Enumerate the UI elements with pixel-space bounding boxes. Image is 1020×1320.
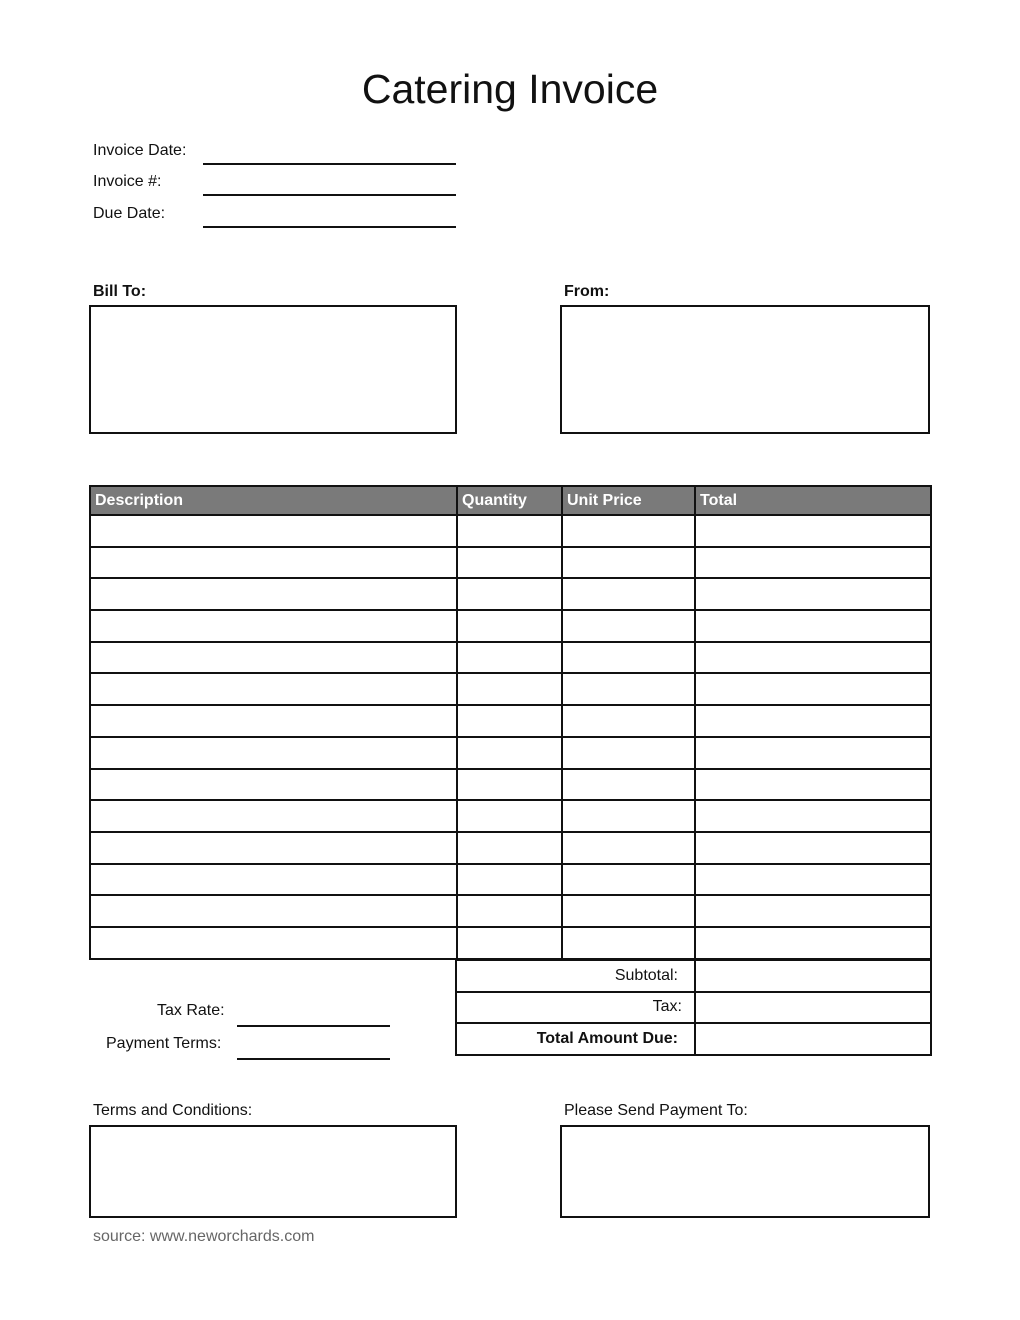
subtotal-row (456, 960, 931, 992)
unit-price-cell[interactable] (562, 769, 695, 801)
description-cell[interactable] (90, 547, 457, 579)
table-row (90, 864, 931, 896)
total-cell[interactable] (695, 515, 931, 547)
quantity-cell[interactable] (457, 864, 562, 896)
unit-price-cell[interactable] (562, 927, 695, 959)
tax-row (456, 992, 931, 1024)
unit-price-cell[interactable] (562, 737, 695, 769)
table-row (90, 927, 931, 959)
total-cell[interactable] (695, 610, 931, 642)
total-cell[interactable] (695, 769, 931, 801)
totals-table (455, 959, 932, 1056)
quantity-cell[interactable] (457, 547, 562, 579)
description-cell[interactable] (90, 927, 457, 959)
payment-terms-label: Payment Terms: (106, 1035, 222, 1052)
total-due-row (456, 1023, 931, 1055)
total-cell[interactable] (695, 642, 931, 674)
terms-box[interactable] (89, 1125, 457, 1218)
total-cell[interactable] (695, 737, 931, 769)
description-cell[interactable] (90, 673, 457, 705)
total-cell[interactable] (695, 864, 931, 896)
due-date-field[interactable] (203, 226, 456, 228)
from-box[interactable] (560, 305, 930, 434)
unit-price-cell[interactable] (562, 832, 695, 864)
invoice-date-field[interactable] (203, 163, 456, 165)
unit-price-cell[interactable] (562, 673, 695, 705)
quantity-cell[interactable] (457, 578, 562, 610)
quantity-cell[interactable] (457, 673, 562, 705)
description-cell[interactable] (90, 515, 457, 547)
unit-price-cell[interactable] (562, 864, 695, 896)
table-row (90, 800, 931, 832)
terms-label: Terms and Conditions: (93, 1102, 253, 1119)
column-header-total: Total (695, 486, 931, 515)
unit-price-cell[interactable] (562, 515, 695, 547)
unit-price-cell[interactable] (562, 610, 695, 642)
table-row (90, 642, 931, 674)
description-cell[interactable] (90, 769, 457, 801)
total-due-value[interactable] (695, 1023, 931, 1055)
quantity-cell[interactable] (457, 800, 562, 832)
description-cell[interactable] (90, 895, 457, 927)
description-cell[interactable] (90, 705, 457, 737)
subtotal-label: Subtotal: (456, 960, 695, 992)
description-cell[interactable] (90, 832, 457, 864)
total-cell[interactable] (695, 832, 931, 864)
quantity-cell[interactable] (457, 515, 562, 547)
bill-to-label: Bill To: (93, 283, 147, 300)
total-cell[interactable] (695, 547, 931, 579)
unit-price-cell[interactable] (562, 800, 695, 832)
unit-price-cell[interactable] (562, 642, 695, 674)
unit-price-cell[interactable] (562, 578, 695, 610)
due-date-label: Due Date: (93, 205, 166, 222)
table-row (90, 578, 931, 610)
items-header-row (90, 486, 931, 515)
tax-value[interactable] (695, 992, 931, 1024)
quantity-cell[interactable] (457, 769, 562, 801)
quantity-cell[interactable] (457, 737, 562, 769)
table-row (90, 895, 931, 927)
quantity-cell[interactable] (457, 610, 562, 642)
quantity-cell[interactable] (457, 895, 562, 927)
payment-terms-field[interactable] (237, 1058, 390, 1060)
description-cell[interactable] (90, 737, 457, 769)
page-title: Catering Invoice (361, 66, 659, 112)
quantity-cell[interactable] (457, 705, 562, 737)
table-row (90, 673, 931, 705)
quantity-cell[interactable] (457, 832, 562, 864)
unit-price-cell[interactable] (562, 895, 695, 927)
payment-to-box[interactable] (560, 1125, 930, 1218)
table-row (90, 610, 931, 642)
total-cell[interactable] (695, 800, 931, 832)
table-row (90, 705, 931, 737)
invoice-number-field[interactable] (203, 194, 456, 196)
total-cell[interactable] (695, 895, 931, 927)
description-cell[interactable] (90, 578, 457, 610)
table-row (90, 547, 931, 579)
tax-rate-field[interactable] (237, 1025, 390, 1027)
tax-label: Tax: (456, 992, 695, 1024)
total-due-label: Total Amount Due: (456, 1023, 695, 1055)
table-row (90, 832, 931, 864)
quantity-cell[interactable] (457, 927, 562, 959)
total-cell[interactable] (695, 578, 931, 610)
total-cell[interactable] (695, 705, 931, 737)
subtotal-value[interactable] (695, 960, 931, 992)
tax-rate-label: Tax Rate: (157, 1002, 225, 1019)
description-cell[interactable] (90, 864, 457, 896)
invoice-date-label: Invoice Date: (93, 142, 187, 159)
bill-to-box[interactable] (89, 305, 457, 434)
from-label: From: (564, 283, 610, 300)
table-row (90, 515, 931, 547)
source-text: source: www.neworchards.com (93, 1228, 315, 1245)
payment-to-label: Please Send Payment To: (564, 1102, 748, 1119)
description-cell[interactable] (90, 642, 457, 674)
description-cell[interactable] (90, 610, 457, 642)
column-header-unit-price: Unit Price (562, 486, 695, 515)
total-cell[interactable] (695, 673, 931, 705)
quantity-cell[interactable] (457, 642, 562, 674)
table-row (90, 769, 931, 801)
description-cell[interactable] (90, 800, 457, 832)
total-cell[interactable] (695, 927, 931, 959)
items-table (89, 485, 932, 960)
table-row (90, 737, 931, 769)
invoice-number-label: Invoice #: (93, 173, 162, 190)
unit-price-cell[interactable] (562, 547, 695, 579)
column-header-description: Description (90, 486, 457, 515)
unit-price-cell[interactable] (562, 705, 695, 737)
column-header-quantity: Quantity (457, 486, 562, 515)
